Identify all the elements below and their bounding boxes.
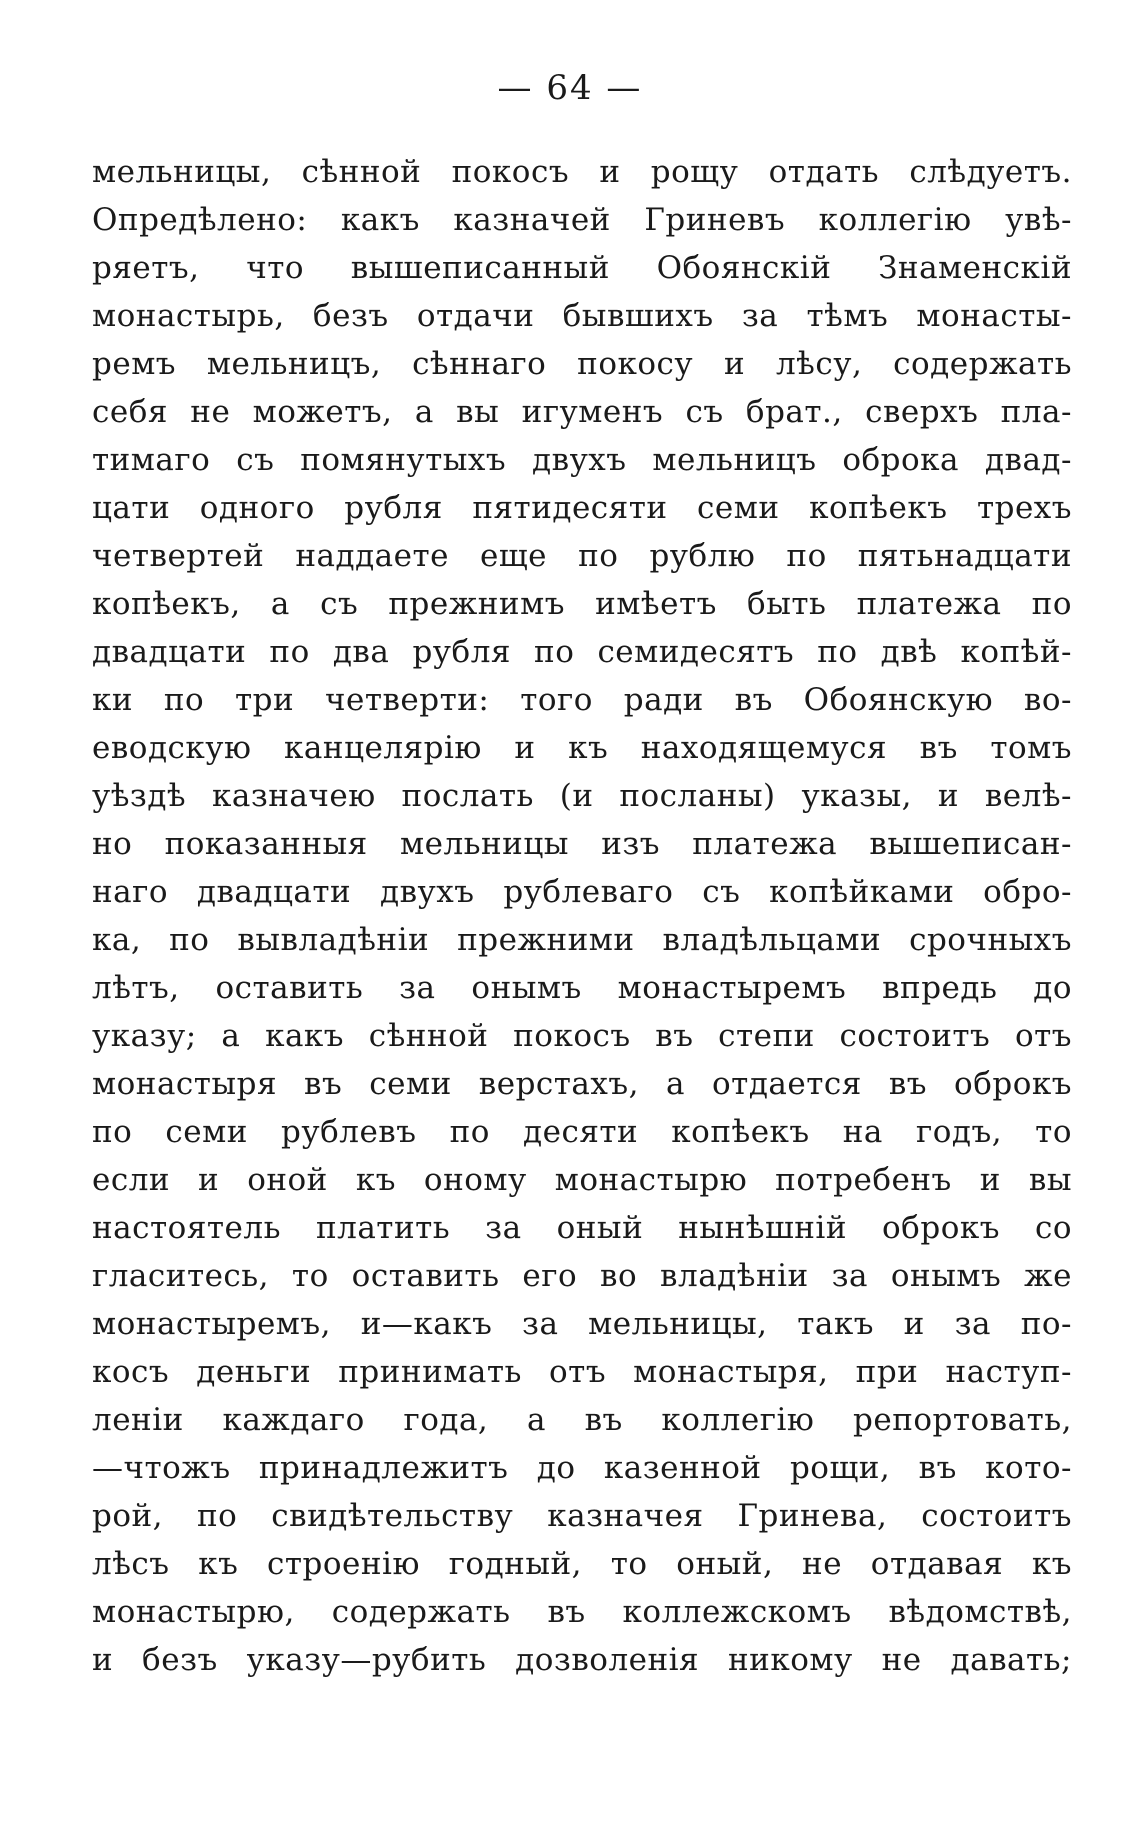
- text-line: ремъ мельницъ, сѣннаго покосу и лѣсу, содержать: [92, 346, 1072, 382]
- text-line: монастыря въ семи верстахъ, а отдается въ оброкъ: [92, 1066, 1072, 1102]
- text-line: уѣздѣ казначею послать (и посланы) указы, и велѣ-: [92, 778, 1072, 814]
- text-line: еводскую канцелярію и къ находящемуся въ томъ: [92, 730, 1072, 766]
- text-line: себя не можетъ, а вы игуменъ съ брат., сверхъ пла-: [92, 394, 1072, 430]
- page-number: — 64 —: [497, 68, 643, 108]
- text-line: ряетъ, что вышеписанный Обоянскій Знаменскій: [92, 250, 1072, 286]
- text-line: монастырь, безъ отдачи бывшихъ за тѣмъ монасты-: [92, 298, 1072, 334]
- text-line: по семи рублевъ по десяти копѣекъ на годъ, то: [92, 1114, 1072, 1150]
- text-line: —чтожъ принадлежитъ до казенной рощи, въ кото-: [92, 1450, 1072, 1486]
- text-line: мельницы, сѣнной покосъ и рощу отдать слѣдуетъ.: [92, 154, 1072, 190]
- text-line: монастырю, содержать въ коллежскомъ вѣдомствѣ,: [92, 1594, 1072, 1630]
- text-line: настоятель платить за оный нынѣшній оброкъ со: [92, 1210, 1072, 1246]
- text-line: ка, по вывладѣніи прежними владѣльцами срочныхъ: [92, 922, 1072, 958]
- text-line: лѣтъ, оставить за онымъ монастыремъ впредь до: [92, 970, 1072, 1006]
- text-line: леніи каждаго года, а въ коллегію репортовать,: [92, 1402, 1072, 1438]
- text-line: ки по три четверти: того ради въ Обоянскую во-: [92, 682, 1072, 718]
- text-line: лѣсъ къ строенію годный, то оный, не отдавая къ: [92, 1546, 1072, 1582]
- text-line: гласитесь, то оставить его во владѣніи за онымъ же: [92, 1258, 1072, 1294]
- text-line: и безъ указу—рубить дозволенія никому не давать;: [92, 1642, 1072, 1678]
- text-line: если и оной къ оному монастырю потребенъ и вы: [92, 1162, 1072, 1198]
- text-line: Опредѣлено: какъ казначей Гриневъ коллегію увѣ-: [92, 202, 1072, 238]
- text-line: монастыремъ, и—какъ за мельницы, такъ и за по-: [92, 1306, 1072, 1342]
- text-line: тимаго съ помянутыхъ двухъ мельницъ оброка двад-: [92, 442, 1072, 478]
- body-text: [92, 148, 1072, 1684]
- text-line: двадцати по два рубля по семидесятъ по двѣ копѣй-: [92, 634, 1072, 670]
- text-line: косъ деньги принимать отъ монастыря, при наступ-: [92, 1354, 1072, 1390]
- text-line: цати одного рубля пятидесяти семи копѣекъ трехъ: [92, 490, 1072, 526]
- text-line: рой, по свидѣтельству казначея Гринева, состоитъ: [92, 1498, 1072, 1534]
- text-line: указу; а какъ сѣнной покосъ въ степи состоитъ отъ: [92, 1018, 1072, 1054]
- text-line: копѣекъ, а съ прежнимъ имѣетъ быть платежа по: [92, 586, 1072, 622]
- text-line: но показанныя мельницы изъ платежа вышеписан-: [92, 826, 1072, 862]
- text-line: четвертей наддаете еще по рублю по пятьнадцати: [92, 538, 1072, 574]
- text-line: наго двадцати двухъ рублеваго съ копѣйками обро-: [92, 874, 1072, 910]
